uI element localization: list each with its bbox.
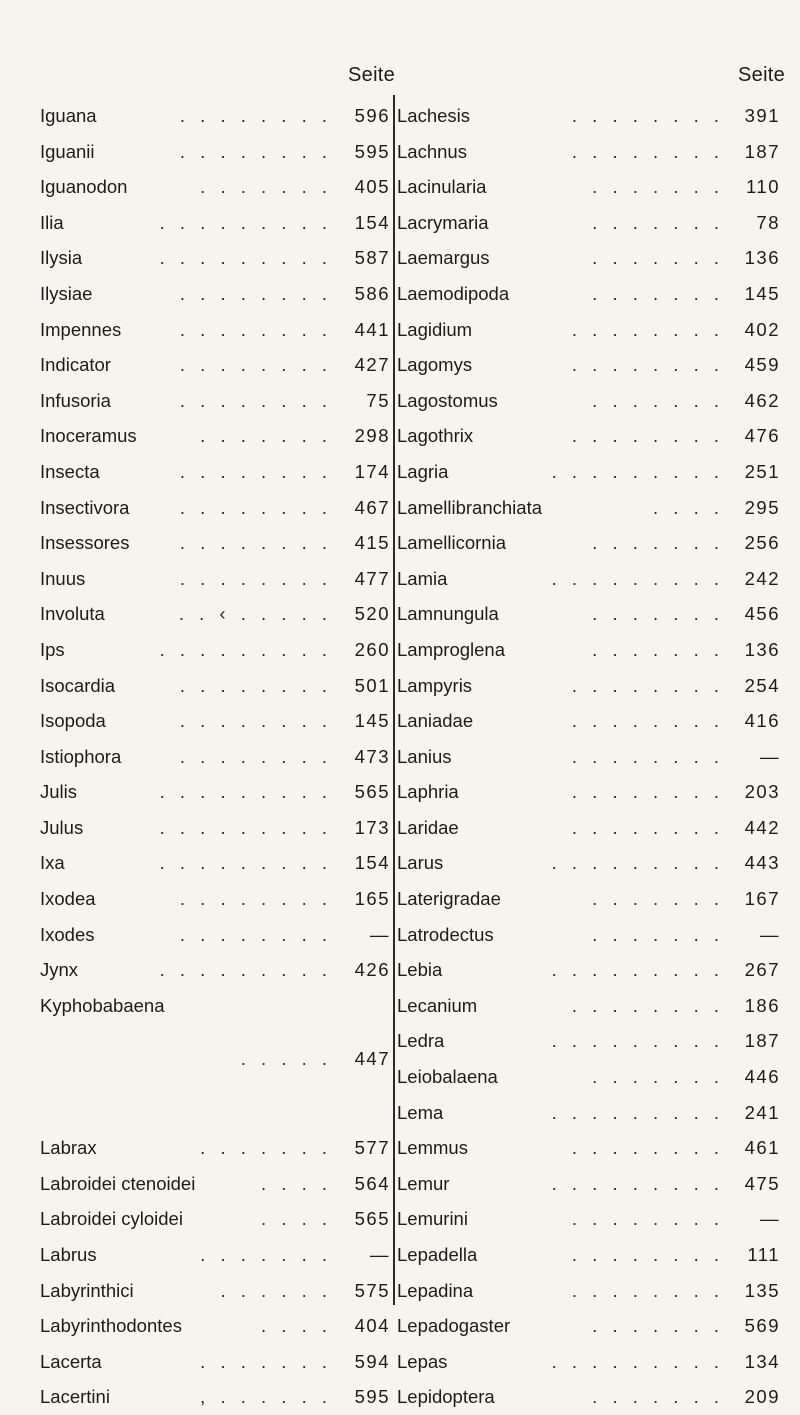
column-divider xyxy=(393,95,395,1305)
index-entry xyxy=(397,347,782,383)
entry-page-number: 565 xyxy=(354,1208,390,1230)
leader-dots: . . . . . . . . . xyxy=(551,1350,724,1372)
leader-dots: . . . . . . . . xyxy=(571,1137,724,1159)
entry-page-number: 267 xyxy=(744,959,780,981)
index-entry xyxy=(40,1166,390,1202)
entry-name: Lamproglena xyxy=(397,638,505,660)
entry-page-number: 416 xyxy=(744,710,780,732)
entry-name: Ixodes xyxy=(40,923,95,945)
entry-page-number: 595 xyxy=(354,140,390,162)
leader-dots: . . . . . . . . xyxy=(571,1244,724,1265)
index-entry xyxy=(40,1273,390,1309)
leader-dots: . . . . . . . . xyxy=(179,354,332,376)
entry-page-number: 586 xyxy=(354,282,390,304)
index-entry xyxy=(40,1379,390,1415)
entry-page-number: 564 xyxy=(354,1172,390,1194)
index-entry xyxy=(40,312,390,348)
entry-name: Isocardia xyxy=(40,674,116,696)
right-index-column xyxy=(397,98,782,1415)
leader-dots: . . . . . . . . xyxy=(179,532,332,554)
entry-page-number: — xyxy=(760,1208,780,1230)
entry-page-number: 187 xyxy=(744,1030,780,1052)
entry-page-number: 391 xyxy=(744,105,780,126)
index-entry xyxy=(397,1273,782,1309)
index-entry xyxy=(397,312,782,348)
leader-dots: . . . . . . . . . xyxy=(159,781,332,803)
entry-name: Iguanii xyxy=(40,140,95,162)
leader-dots: . . . . . . . . . xyxy=(551,1101,724,1123)
entry-page-number: 575 xyxy=(354,1279,390,1301)
leader-dots: . . . . . . . xyxy=(200,176,332,198)
entry-page-number: 459 xyxy=(744,354,780,376)
index-entry xyxy=(40,668,390,704)
leader-dots: . . . . . . . xyxy=(592,603,724,625)
right-column-header: Seite xyxy=(738,64,786,86)
entry-page-number: 254 xyxy=(744,674,780,696)
entry-name: Labroidei cyloidei xyxy=(40,1208,183,1230)
entry-name: Labrus xyxy=(40,1244,97,1266)
leader-dots: . . . . . . . . xyxy=(571,354,724,376)
entry-name: Ips xyxy=(40,638,65,660)
entry-name: Indicator xyxy=(40,354,111,376)
entry-page-number: 565 xyxy=(354,781,390,803)
entry-name: Lepadogaster xyxy=(397,1315,511,1337)
index-entry xyxy=(397,703,782,739)
index-entry xyxy=(40,490,390,526)
leader-dots: . . . . . . . xyxy=(592,888,724,910)
index-entry xyxy=(397,739,782,775)
leader-dots: . . . . xyxy=(261,1315,332,1337)
entry-name: Lemurini xyxy=(397,1208,468,1230)
index-entry xyxy=(40,276,390,312)
entry-name: Lagothrix xyxy=(397,425,474,447)
index-entry xyxy=(397,845,782,881)
index-entry xyxy=(397,454,782,490)
entry-page-number: 260 xyxy=(354,638,390,660)
entry-page-number: 443 xyxy=(744,852,780,874)
entry-name: Julis xyxy=(40,781,78,803)
entry-name: Istiophora xyxy=(40,745,122,767)
entry-page-number: 173 xyxy=(354,816,390,838)
entry-name: Laemargus xyxy=(397,247,490,269)
leader-dots: . . . . . . . xyxy=(592,1315,724,1337)
index-entry xyxy=(397,205,782,241)
leader-dots: . . . . . . . . . xyxy=(551,852,724,874)
index-entry xyxy=(397,240,782,276)
leader-dots: . . . . . . . xyxy=(592,389,724,411)
entry-page-number: 427 xyxy=(354,354,390,376)
entry-page-number: 476 xyxy=(744,425,780,447)
entry-name: Lepidoptera xyxy=(397,1386,495,1408)
leader-dots: . . . . . . . xyxy=(200,1244,332,1266)
index-entry xyxy=(397,952,782,988)
index-entry xyxy=(40,1130,390,1166)
entry-page-number: 462 xyxy=(744,389,780,411)
entry-name: Ilysia xyxy=(40,247,83,269)
entry-page-number: 461 xyxy=(744,1137,780,1159)
entry-name: Lacrymaria xyxy=(397,211,489,233)
index-entry xyxy=(40,845,390,881)
leader-dots: . . . . . . . xyxy=(592,211,724,233)
entry-name: Lacerta xyxy=(40,1350,102,1372)
entry-page-number: 298 xyxy=(354,425,390,447)
entry-name: Labroidei ctenoidei xyxy=(40,1172,196,1194)
entry-name: Lacertini xyxy=(40,1386,110,1408)
index-entry xyxy=(397,169,782,205)
leader-dots: . . . . . . xyxy=(220,1279,332,1301)
entry-name: Lema xyxy=(397,1101,444,1123)
entry-page-number: 594 xyxy=(354,1350,390,1372)
index-entry xyxy=(40,632,390,668)
entry-page-number: 405 xyxy=(354,176,390,198)
entry-page-number: 241 xyxy=(744,1101,780,1123)
entry-name: Lagostomus xyxy=(397,389,498,411)
index-entry xyxy=(397,276,782,312)
entry-page-number: 136 xyxy=(744,638,780,660)
entry-page-number: 456 xyxy=(744,603,780,625)
leader-dots: . . . . xyxy=(653,496,724,518)
leader-dots: . . . . . . . . xyxy=(179,105,332,126)
entry-page-number: 251 xyxy=(744,460,780,482)
index-entry xyxy=(40,703,390,739)
entry-name: Lamnungula xyxy=(397,603,499,625)
index-entry xyxy=(397,98,782,134)
entry-name: Laniadae xyxy=(397,710,474,732)
leader-dots: . . . . . . . . xyxy=(571,425,724,447)
leader-dots: . . . . . . . . . xyxy=(159,852,332,874)
entry-name: Lagria xyxy=(397,460,449,482)
entry-name: Kyphobabaena xyxy=(40,994,165,1016)
index-entry xyxy=(40,525,390,561)
leader-dots: . . . . . . . . xyxy=(179,389,332,411)
entry-name: Impennes xyxy=(40,318,122,340)
left-column-header: Seite xyxy=(348,64,396,86)
leader-dots: . . . . . . . . xyxy=(179,710,332,732)
index-entry xyxy=(40,98,390,134)
index-entry xyxy=(397,1023,782,1059)
entry-name: Leiobalaena xyxy=(397,1066,498,1088)
entry-page-number: — xyxy=(370,923,390,945)
index-entry xyxy=(40,917,390,953)
entry-page-number: 242 xyxy=(744,567,780,589)
entry-name: Lemmus xyxy=(397,1137,468,1159)
entry-name: Iguanodon xyxy=(40,176,128,198)
entry-name: Ixa xyxy=(40,852,65,874)
leader-dots: . . . . . xyxy=(240,1047,332,1069)
entry-name: Isopoda xyxy=(40,710,106,732)
entry-name: Insectivora xyxy=(40,496,130,518)
leader-dots: . . . . . . . . . xyxy=(551,1172,724,1194)
index-entry xyxy=(397,1379,782,1415)
leader-dots: . . . . xyxy=(261,1172,332,1194)
leader-dots: . . . . . . . . . xyxy=(551,460,724,482)
entry-page-number: 473 xyxy=(354,745,390,767)
entry-name: Involuta xyxy=(40,603,105,625)
entry-page-number: 165 xyxy=(354,888,390,910)
index-entry xyxy=(397,1344,782,1380)
entry-name: Iguana xyxy=(40,105,97,126)
index-entry xyxy=(40,1344,390,1380)
index-entry xyxy=(397,1130,782,1166)
leader-dots: . . . . . . . . xyxy=(571,1279,724,1301)
entry-name: Lagidium xyxy=(397,318,473,340)
index-entry xyxy=(397,383,782,419)
entry-page-number: 209 xyxy=(744,1386,780,1408)
entry-name: Lamia xyxy=(397,567,448,589)
index-entry xyxy=(40,347,390,383)
index-entry xyxy=(40,596,390,632)
entry-page-number: 595 xyxy=(354,1386,390,1408)
index-entry xyxy=(40,454,390,490)
leader-dots: . . . . . . . . xyxy=(179,496,332,518)
entry-name: Lagomys xyxy=(397,354,473,376)
leader-dots: . . . . . . . . . xyxy=(159,959,332,981)
index-entry xyxy=(397,881,782,917)
entry-page-number: 501 xyxy=(354,674,390,696)
index-entry xyxy=(397,774,782,810)
index-entry xyxy=(397,1166,782,1202)
leader-dots: . . . . . . . . xyxy=(179,674,332,696)
leader-dots: . . . . . . . . xyxy=(179,888,332,910)
entry-page-number: 135 xyxy=(744,1279,780,1301)
entry-name: Lampyris xyxy=(397,674,473,696)
index-entry xyxy=(40,988,390,1130)
entry-page-number: 569 xyxy=(744,1315,780,1337)
entry-name: Lachnus xyxy=(397,140,467,162)
index-entry xyxy=(397,490,782,526)
entry-name: Laterigradae xyxy=(397,888,501,910)
leader-dots: . . . . . . . . xyxy=(179,318,332,340)
index-entry xyxy=(40,418,390,454)
entry-page-number: 577 xyxy=(354,1137,390,1159)
entry-name: Ilia xyxy=(40,211,64,233)
entry-page-number: 475 xyxy=(744,1172,780,1194)
leader-dots: . . . . xyxy=(261,1208,332,1230)
leader-dots: . . . . . . . . xyxy=(179,567,332,589)
entry-name: Lacinularia xyxy=(397,176,487,198)
leader-dots: . . . . . . . . xyxy=(571,674,724,696)
entry-page-number: 402 xyxy=(744,318,780,340)
entry-name: Lachesis xyxy=(397,105,471,126)
leader-dots: . . . . . . . xyxy=(592,1386,724,1408)
entry-page-number: 256 xyxy=(744,532,780,554)
entry-page-number: 442 xyxy=(744,816,780,838)
index-entry xyxy=(40,561,390,597)
entry-name: Laridae xyxy=(397,816,459,838)
index-entry xyxy=(397,988,782,1024)
left-index-column xyxy=(40,98,390,1415)
leader-dots: . . . . . . . . . xyxy=(159,247,332,269)
index-entry xyxy=(397,917,782,953)
index-entry xyxy=(40,240,390,276)
entry-name: Lepadella xyxy=(397,1244,478,1265)
index-entry xyxy=(40,1201,390,1237)
entry-name: Laphria xyxy=(397,781,459,803)
leader-dots: . . . . . . . . xyxy=(571,140,724,162)
leader-dots: . . . . . . . . xyxy=(571,745,724,767)
entry-name: Lepadina xyxy=(397,1279,474,1301)
entry-name: Lemur xyxy=(397,1172,450,1194)
index-entry xyxy=(397,561,782,597)
entry-name: Ilysiae xyxy=(40,282,93,304)
index-entry xyxy=(397,668,782,704)
index-entry xyxy=(40,1237,390,1273)
index-entry xyxy=(397,1201,782,1237)
entry-page-number: — xyxy=(760,923,780,945)
entry-page-number: 186 xyxy=(744,994,780,1016)
index-entry xyxy=(397,418,782,454)
entry-name: Insecta xyxy=(40,460,100,482)
entry-page-number: 136 xyxy=(744,247,780,269)
entry-name: Lanius xyxy=(397,745,452,767)
leader-dots: . . . . . . . . xyxy=(179,745,332,767)
index-entry xyxy=(397,1095,782,1131)
entry-name: Lebia xyxy=(397,959,443,981)
entry-name: Labrax xyxy=(40,1137,97,1159)
entry-name: Lamellicornia xyxy=(397,532,506,554)
entry-page-number: — xyxy=(370,1244,390,1266)
index-entry xyxy=(40,952,390,988)
entry-name: Julus xyxy=(40,816,84,838)
index-entry xyxy=(40,774,390,810)
entry-page-number: 467 xyxy=(354,496,390,518)
entry-name: Latrodectus xyxy=(397,923,494,945)
entry-page-number: 404 xyxy=(354,1315,390,1337)
leader-dots: . . . . . . . . . xyxy=(159,638,332,660)
entry-page-number: 587 xyxy=(354,247,390,269)
index-entry xyxy=(40,810,390,846)
leader-dots: . . . . . . . . . xyxy=(159,211,332,233)
leader-dots: . . . . . . . . xyxy=(571,781,724,803)
leader-dots: . . ‹ . . . . . xyxy=(178,603,332,625)
entry-page-number: 477 xyxy=(354,567,390,589)
entry-name: Laemodipoda xyxy=(397,282,510,304)
index-entry xyxy=(40,739,390,775)
index-entry xyxy=(40,881,390,917)
entry-page-number: 134 xyxy=(744,1350,780,1372)
leader-dots: . . . . . . . . xyxy=(571,105,724,126)
leader-dots: . . . . . . . . xyxy=(179,140,332,162)
entry-page-number: — xyxy=(760,745,780,767)
index-entry xyxy=(40,205,390,241)
index-entry xyxy=(397,134,782,170)
index-entry xyxy=(40,169,390,205)
leader-dots: . . . . . . . xyxy=(592,282,724,304)
entry-page-number: 520 xyxy=(354,603,390,625)
entry-page-number: 110 xyxy=(746,176,780,198)
entry-page-number: 75 xyxy=(366,389,390,411)
entry-page-number: 295 xyxy=(744,496,780,518)
index-entry xyxy=(397,810,782,846)
leader-dots: . . . . . . . xyxy=(592,638,724,660)
leader-dots: . . . . . . . . . xyxy=(551,567,724,589)
entry-name: Inuus xyxy=(40,567,86,589)
index-entry xyxy=(40,134,390,170)
entry-page-number: 426 xyxy=(354,959,390,981)
entry-page-number: 446 xyxy=(744,1066,780,1088)
leader-dots: . . . . . . . xyxy=(200,1350,332,1372)
entry-name: Labyrinthici xyxy=(40,1279,134,1301)
entry-name: Ixodea xyxy=(40,888,96,910)
entry-name: Inoceramus xyxy=(40,425,137,447)
index-entry xyxy=(397,1237,782,1273)
leader-dots: . . . . . . . . . xyxy=(551,959,724,981)
leader-dots: . . . . . . . xyxy=(200,1137,332,1159)
leader-dots: . . . . . . . . xyxy=(179,923,332,945)
entry-name: Larus xyxy=(397,852,444,874)
leader-dots: . . . . . . . xyxy=(592,176,724,198)
entry-page-number: 174 xyxy=(354,460,390,482)
leader-dots: , . . . . . . xyxy=(200,1386,332,1408)
entry-name: Lepas xyxy=(397,1350,448,1372)
entry-page-number: 187 xyxy=(744,140,780,162)
leader-dots: . . . . . . . xyxy=(592,532,724,554)
leader-dots: . . . . . . . xyxy=(592,923,724,945)
entry-name: Infusoria xyxy=(40,389,111,411)
index-entry xyxy=(397,596,782,632)
leader-dots: . . . . . . . . . xyxy=(159,816,332,838)
entry-name: Labyrinthodontes xyxy=(40,1315,182,1337)
leader-dots: . . . . . . . . xyxy=(571,994,724,1016)
index-entry xyxy=(397,525,782,561)
index-entry xyxy=(40,1308,390,1344)
entry-page-number: 145 xyxy=(744,282,780,304)
leader-dots: . . . . . . . xyxy=(200,425,332,447)
entry-page-number: 596 xyxy=(354,105,390,126)
entry-name: Lamellibranchiata xyxy=(397,496,543,518)
leader-dots: . . . . . . . . xyxy=(179,282,332,304)
entry-page-number: 447 xyxy=(354,1047,390,1069)
entry-page-number: 203 xyxy=(744,781,780,803)
leader-dots: . . . . . . . . . xyxy=(551,1030,724,1052)
index-entry xyxy=(397,632,782,668)
leader-dots: . . . . . . . . xyxy=(571,816,724,838)
leader-dots: . . . . . . . . xyxy=(179,460,332,482)
entry-page-number: 111 xyxy=(747,1244,780,1265)
entry-page-number: 167 xyxy=(744,888,780,910)
index-entry xyxy=(397,1059,782,1095)
entry-page-number: 441 xyxy=(354,318,390,340)
entry-page-number: 154 xyxy=(354,211,390,233)
entry-name: Insessores xyxy=(40,532,130,554)
entry-page-number: 145 xyxy=(354,710,390,732)
entry-page-number: 78 xyxy=(756,211,780,233)
entry-name: Jynx xyxy=(40,959,79,981)
entry-page-number: 415 xyxy=(354,532,390,554)
index-entry xyxy=(40,383,390,419)
entry-page-number: 154 xyxy=(354,852,390,874)
leader-dots: . . . . . . . . xyxy=(571,710,724,732)
leader-dots: . . . . . . . xyxy=(592,1066,724,1088)
leader-dots: . . . . . . . . xyxy=(571,1208,724,1230)
entry-name: Lecanium xyxy=(397,994,478,1016)
leader-dots: . . . . . . . xyxy=(592,247,724,269)
entry-name: Ledra xyxy=(397,1030,445,1052)
leader-dots: . . . . . . . . xyxy=(571,318,724,340)
